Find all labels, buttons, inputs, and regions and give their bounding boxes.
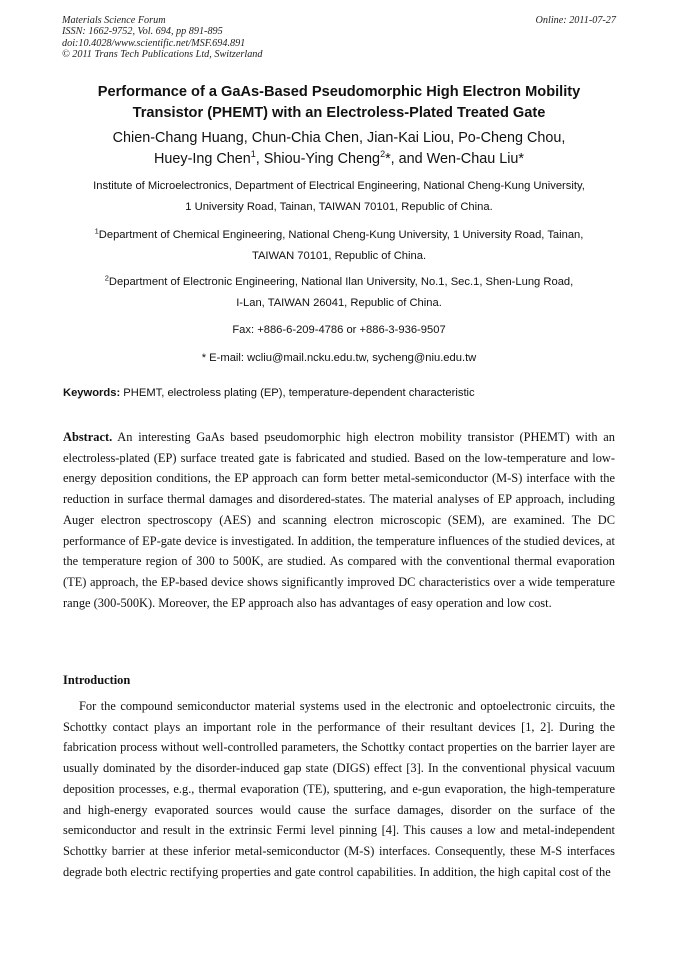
abstract-text: An interesting GaAs based pseudomorphic high electron mobility transistor (PHEMT) with an electroless-plated (EP) surface treated gate is fabricated and studied. Based on the low-temperature and low-energy deposition conditions, the EP approach can form better metal-semiconductor (M-S) interface with the reduction in surface thermal damages and disordered-states. The material analyses of EP approach, including Auger electron spectroscopy (AES) and scanning electron microscopic (SEM), are examined. The DC performance of EP-gate device is investigated. In addition, the temperature influences of the studied devices, at the temperature region of 300 to 500K, are studied. As compared with the conventional thermal evaporation (TE) approach, the EP-based device shows significantly improved DC characteristics over a wide temperature range (300-500K). Moreover, the EP approach also has advantages of easy operation and low cost. bbox=[63, 430, 615, 610]
introduction-paragraph: For the compound semiconductor material systems used in the electronic and optoelectronic circuits, the Schottky contact plays an important role in the performance of their resultant devices [1, 2]. During the fabrication process without well-controlled parameters, the Schottky contact properties on the barrier layer are usually dominated by the disorder-induced gap state (DIGS) effect [3]. In the conventional physical vacuum deposition processes, e.g., thermal evaporation (TE), sputtering, and e-gun evaporation, the high-temperature and high-energy evaporated sources would cause the surface damages, disorder on the surface of the semiconductor and result in the extrinsic Fermi level pinning [4]. This causes a low and metal-independent Schottky barrier at these inferior metal-semiconductor (M-S) interfaces. Consequently, these M-S interfaces degrade both electric rectifying properties and gate control capabilities. In addition, the high capital cost of the bbox=[63, 699, 615, 879]
fax-line: Fax: +886-6-209-4786 or +886-3-936-9507 bbox=[232, 324, 446, 336]
affiliation-marker: 2 bbox=[104, 273, 109, 283]
author-list bbox=[60, 128, 618, 170]
abstract-block bbox=[63, 427, 615, 613]
affiliation-line: Institute of Microelectronics, Department of Electrical Engineering, National Cheng-Kung University, bbox=[93, 180, 585, 192]
authors-line-2 bbox=[60, 149, 618, 170]
affiliation-line: 1 University Road, Tainan, TAIWAN 70101, Republic of China. bbox=[185, 201, 493, 213]
keywords-text: PHEMT, electroless plating (EP), temperature-dependent characteristic bbox=[120, 387, 475, 399]
affiliation-marker: 2 bbox=[380, 149, 386, 160]
affiliation-line bbox=[60, 272, 618, 293]
abstract-label: Abstract. bbox=[63, 430, 113, 444]
email-line: * E-mail: wcliu@mail.ncku.edu.tw, sycheng@niu.edu.tw bbox=[201, 352, 477, 364]
journal-doi: doi:10.4028/www.scientific.net/MSF.694.891 bbox=[62, 37, 246, 49]
authors-line-1: Chien-Chang Huang, Chun-Chia Chen, Jian-Kai Liou, Po-Cheng Chou, bbox=[112, 130, 566, 146]
author-name: *, and Wen-Chau Liu* bbox=[385, 151, 525, 167]
title-line-2: Transistor (PHEMT) with an Electroless-Plated Treated Gate bbox=[132, 105, 546, 121]
journal-header bbox=[62, 15, 616, 61]
affiliation-marker: 1 bbox=[250, 149, 256, 160]
journal-issn: ISSN: 1662-9752, Vol. 694, pp 891-895 bbox=[62, 26, 223, 38]
affiliation-line bbox=[60, 225, 618, 246]
affiliation-text: Department of Chemical Engineering, National Cheng-Kung University, 1 University Road, Tainan, bbox=[98, 229, 584, 241]
title-line-1: Performance of a GaAs-Based Pseudomorphic High Electron Mobility bbox=[97, 84, 581, 100]
affiliation-line: TAIWAN 70101, Republic of China. bbox=[251, 250, 427, 262]
affiliation-1 bbox=[60, 225, 618, 267]
affiliation-0 bbox=[60, 176, 618, 218]
affiliation-line: I-Lan, TAIWAN 26041, Republic of China. bbox=[236, 297, 442, 309]
journal-copyright: © 2011 Trans Tech Publications Ltd, Switzerland bbox=[62, 49, 263, 61]
affiliation-text: Department of Electronic Engineering, National Ilan University, No.1, Sec.1, Shen-Lung Road, bbox=[108, 276, 574, 288]
online-date: Online: 2011-07-27 bbox=[535, 15, 616, 26]
section-heading-introduction: Introduction bbox=[63, 673, 131, 687]
author-name: , Shiou-Ying Cheng bbox=[255, 151, 381, 167]
affiliation-2 bbox=[60, 272, 618, 314]
keywords-block bbox=[63, 383, 615, 404]
journal-name: Materials Science Forum bbox=[62, 15, 166, 26]
paper-title bbox=[60, 82, 618, 124]
affiliation-marker: 1 bbox=[94, 226, 99, 236]
author-name: Huey-Ing Chen bbox=[153, 151, 251, 167]
keywords-label: Keywords: bbox=[63, 387, 121, 399]
